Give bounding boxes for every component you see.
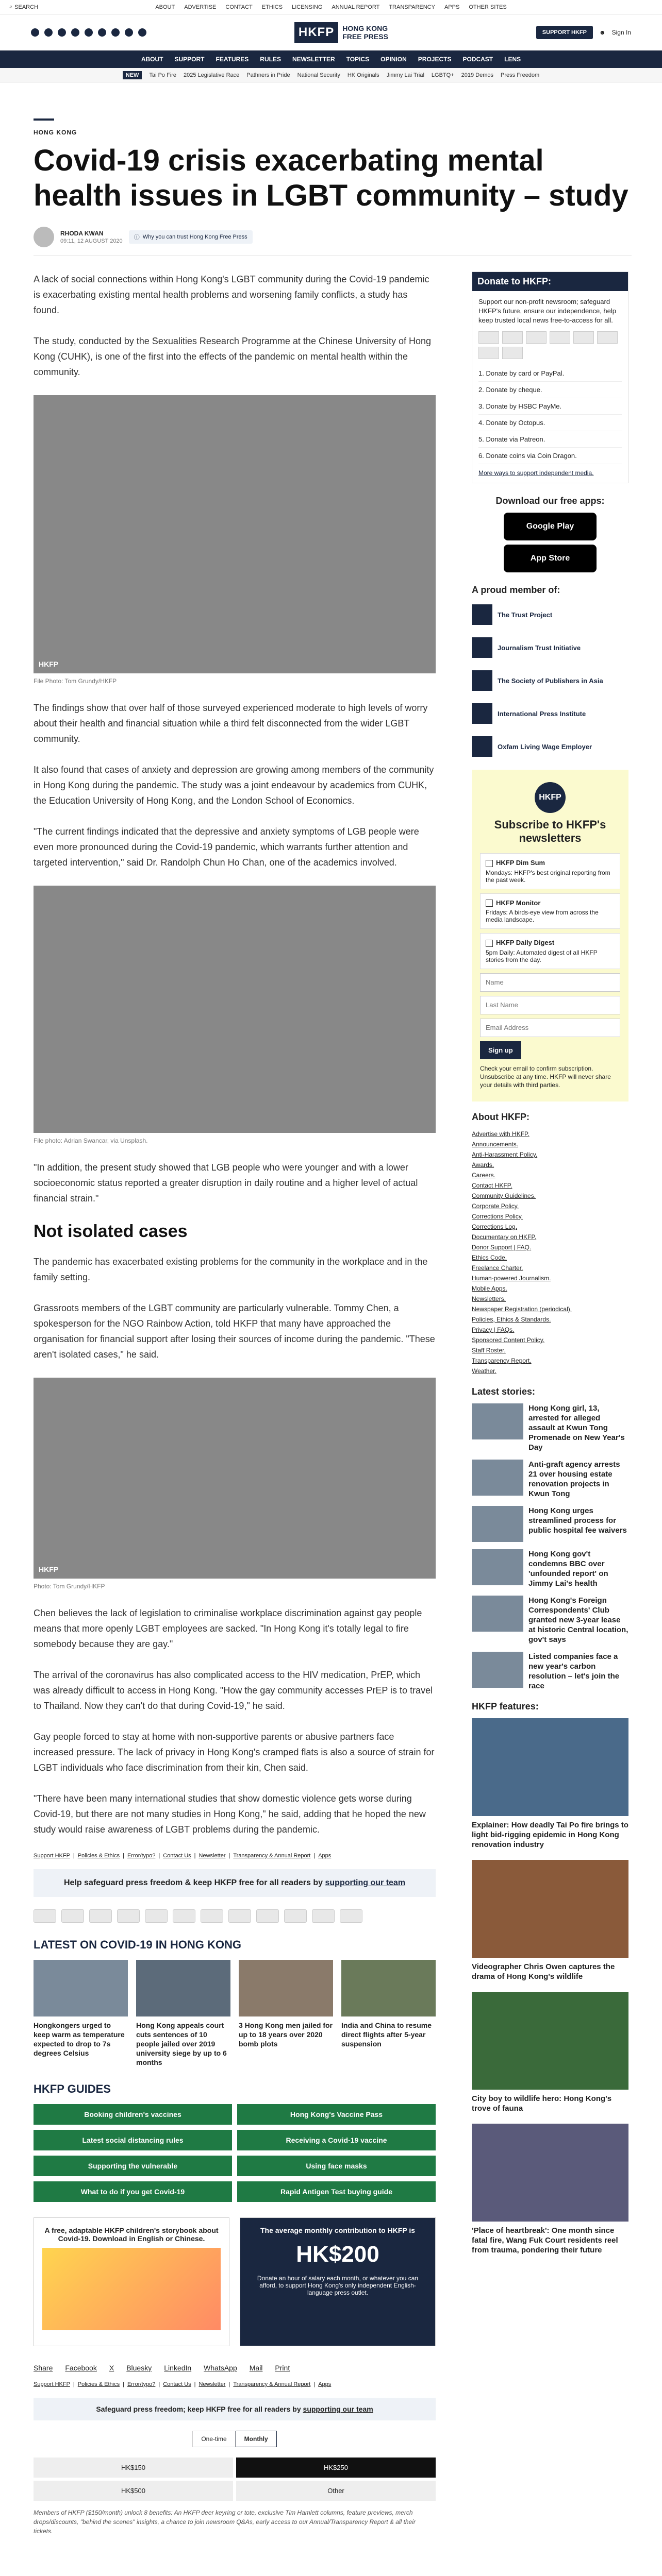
share-facebook[interactable]: Facebook [65,2364,97,2372]
google-pay-icon [312,1909,335,1923]
octopus-icon [597,331,618,344]
nav-topics[interactable]: TOPICS [346,56,370,63]
about-link[interactable]: Human-powered Journalism. [472,1274,551,1282]
search-icon: ⌕ [9,4,13,10]
more-ways-link[interactable]: More ways to support independent media. [478,469,594,477]
about-link[interactable]: Privacy | FAQs. [472,1326,515,1333]
about-link[interactable]: Advertise with HKFP. [472,1130,529,1138]
feature-image [472,1860,628,1958]
linkedin-icon[interactable] [111,28,120,37]
about-heading: About HKFP: [472,1111,529,1122]
support-banner-2: Safeguard press freedom; keep HKFP free for all readers by supporting our team [34,2398,436,2420]
donation-frequency-toggle [34,2431,436,2447]
author-avatar [34,227,54,247]
features-heading: HKFP features: [472,1701,539,1711]
paragraph: It also found that cases of anxiety and depression are growing among members of the community in Hong Kong during the pandemic. The study was a joint endeavour by academics from CUHK, the Education University of Hong Kong, and the London School of Economics. [34,765,434,806]
util-link-licensing[interactable]: LICENSING [292,4,323,10]
util-link-about[interactable]: ABOUT [155,4,175,10]
nav-projects[interactable]: PROJECTS [418,56,452,63]
newsletter-option[interactable]: HKFP Daily Digest 5pm Daily: Automated digest of all HKFP stories from the day. [480,933,620,969]
about-link[interactable]: Policies, Ethics & Standards. [472,1315,551,1323]
about-link[interactable]: Announcements. [472,1140,519,1148]
util-link-contact[interactable]: CONTACT [225,4,253,10]
trending-item[interactable]: Press Freedom [501,72,540,78]
patreon-icon [340,1909,362,1923]
latest-story[interactable]: Hong Kong gov't condemns BBC over 'unfounded report' on Jimmy Lai's health [472,1549,628,1588]
story-thumb [472,1403,523,1439]
newsletter-widget [472,770,628,1101]
one-time-tab[interactable]: One-time [192,2431,235,2447]
amount-option[interactable]: HK$250 [236,2458,436,2478]
donate-option[interactable]: 2. Donate by cheque. [478,382,622,398]
wechat-pay-icon [256,1909,279,1923]
mail-icon[interactable] [138,28,146,37]
brand-bar [0,14,662,50]
guides-grid [34,2104,436,2202]
sign-in-link[interactable]: Sign In [611,28,631,36]
alipay-icon [228,1909,251,1923]
sopa-icon [472,670,492,691]
newsletter-option[interactable]: HKFP Dim Sum Mondays: HKFP's best original reporting from the past week. [480,853,620,889]
about-link[interactable]: Newspaper Registration (periodical). [472,1305,572,1313]
fps-icon [201,1909,223,1923]
promo-row [34,2217,436,2346]
about-link[interactable]: Careers. [472,1171,496,1179]
share-label: Share [34,2364,53,2372]
about-link[interactable]: Transparency Report. [472,1357,532,1364]
tag-link[interactable]: Policies & Ethics [77,1853,120,1859]
image-credit: HKFP [39,660,59,668]
octopus-icon [173,1909,195,1923]
nav-opinion[interactable]: OPINION [380,56,407,63]
latest-story[interactable]: 3 Hong Kong men jailed for up to 18 years over 2020 bomb plots [239,1960,333,2067]
tag-link[interactable]: Apps [318,2381,332,2387]
member-heading: A proud member of: [472,585,560,595]
about-link[interactable]: Corrections Log. [472,1223,518,1230]
youtube-icon[interactable] [98,28,106,37]
new-badge: NEW [123,71,142,79]
about-link[interactable]: Corrections Policy. [472,1212,523,1220]
guide-button[interactable]: Latest social distancing rules [34,2130,232,2150]
sidebar [472,272,628,2536]
paypal-icon [117,1909,140,1923]
fps-icon [478,347,499,359]
guide-button[interactable]: Rapid Antigen Test buying guide [237,2181,436,2202]
paragraph: "In addition, the present study showed that LGB people who were younger and with a lower socioeconomic status reported a greater disruption in daily routine and a higher level of actual financial strain." [34,1162,418,1204]
storybook-image [42,2248,221,2330]
latest-story[interactable]: Hong Kong urges streamlined process for public hospital fee waivers [472,1506,628,1542]
newsletter-heading: Subscribe to HKFP's newsletters [494,818,606,844]
sign-up-button[interactable]: Sign up [480,1041,521,1059]
latest-story[interactable]: Hongkongers urged to keep warm as temperature expected to drop to 7s degrees Celsius [34,1960,128,2067]
patreon-icon [502,347,523,359]
story-thumb [341,1960,436,2016]
amount-option[interactable]: HK$150 [34,2458,233,2478]
latest-story[interactable]: Hong Kong girl, 13, arrested for alleged assault at Kwun Tong Promenade on New Year's Day [472,1403,628,1452]
trending-item[interactable]: Jimmy Lai Trial [386,72,424,78]
about-link[interactable]: Contact HKFP. [472,1181,512,1189]
tag-link[interactable]: Newsletter [198,2381,226,2387]
donate-option[interactable]: 3. Donate by HSBC PayMe. [478,398,622,415]
storybook-promo[interactable]: A free, adaptable HKFP children's storybook about Covid-19. Download in English or Chinese. [34,2217,229,2346]
apps-heading: Download our free apps: [495,496,605,506]
article-title: Covid-19 crisis exacerbating mental health issues in LGBT community – study [34,144,628,212]
support-link[interactable]: supporting our team [303,2405,373,2413]
newsletter-logo: HKFP [535,782,566,813]
paragraph: "There have been many international studies that show domestic violence gets worse during Covid-19, but there are not many studies in Hong Kong," he said, adding that he hoped the new study would raise awareness of LGBT problems during the pandemic. [34,1793,426,1835]
member-logo[interactable]: Oxfam Living Wage Employer [472,734,628,759]
guide-button[interactable]: Receiving a Covid-19 vaccine [237,2130,436,2150]
paragraph: The findings show that over half of those surveyed experienced moderate to high levels of worry about their health and financial situation while a third felt disconnected from the wider LGBT community. [34,703,428,744]
support-banner: Help safeguard press freedom & keep HKFP free for all readers by supporting our team [34,1869,436,1897]
threads-icon[interactable] [71,28,79,37]
article-date: 09:11, 12 AUGUST 2020 [60,238,123,244]
about-link[interactable]: Corporate Policy. [472,1202,519,1210]
header-rule [34,118,54,121]
story-thumb [472,1596,523,1632]
util-link-ethics[interactable]: ETHICS [261,4,283,10]
story-thumb [239,1960,333,2016]
instagram-icon[interactable] [58,28,66,37]
donation-amounts [34,2458,436,2501]
first-name-input[interactable] [480,973,620,992]
nav-lens[interactable]: LENS [504,56,521,63]
feature-image [472,1718,628,1816]
payment-methods [34,1909,436,1923]
footer-links: Support HKFP | Policies & Ethics | Error/typo? | Contact Us | Newsletter | Transparency & Annual Report | Apps [34,1853,332,1859]
image-credit: HKFP [39,1565,59,1573]
tag-link[interactable]: Transparency & Annual Report [233,2381,311,2387]
story-thumb [34,1960,128,2016]
article-image[interactable] [34,1378,436,1579]
google-play-badge[interactable]: Google Play [504,513,597,540]
paragraph: Chen believes the lack of legislation to criminalise workplace discrimination against gay people means that more openly LGBT employees are sacked. "In Hong Kong it's totally legal to fire somebody because they are gay." [34,1608,422,1649]
story-thumb [472,1460,523,1496]
amex-icon [89,1909,112,1923]
latest-covid-list [34,1960,436,2067]
social-links [31,28,146,37]
story-thumb [472,1506,523,1542]
tag-link[interactable]: Contact Us [163,2381,191,2387]
newsletter-option[interactable]: HKFP Monitor Fridays: A birds-eye view from across the media landscape. [480,893,620,929]
paypal-icon [550,331,570,344]
oxfam-icon [472,736,492,757]
monthly-tab[interactable]: Monthly [236,2431,277,2447]
story-thumb [472,1549,523,1585]
latest-stories-heading: Latest stories: [472,1386,536,1397]
feature-image [472,2124,628,2222]
donate-text[interactable]: Support our non-profit newsroom; safeguard HKFP's future, ensure our independence, help keep trusted local news free-to-access for all. [478,298,616,324]
share-bar [34,2364,436,2372]
tag-link[interactable]: Error/typo? [127,1853,156,1859]
util-link-transparency[interactable]: TRANSPARENCY [389,4,435,10]
paragraph: The pandemic has exacerbated existing problems for the community in the workplace and in the family setting. [34,1257,428,1282]
tag-link[interactable]: Apps [318,1853,332,1859]
newsletter-note: Check your email to confirm subscription. Unsubscribe at any time. HKFP will never share your details with third parties. [480,1064,611,1089]
section-heading: Not isolated cases [34,1222,188,1241]
jti-icon [472,637,492,658]
checkbox[interactable] [486,940,493,947]
trending-item[interactable]: National Security [297,72,340,78]
share-x[interactable]: X [109,2364,114,2372]
author-name[interactable]: RHODA KWAN [60,230,104,237]
article-body [34,272,436,2536]
checkbox[interactable] [486,900,493,907]
footer-links: Support HKFP | Policies & Ethics | Error/typo? | Contact Us | Newsletter | Transparency & Annual Report | Apps [34,2381,332,2387]
trending-bar [0,68,662,82]
about-link[interactable]: Ethics Code. [472,1253,507,1261]
telegram-icon[interactable] [125,28,133,37]
support-link[interactable]: supporting our team [325,1878,406,1887]
latest-stories-widget [472,1386,628,1691]
nav-about[interactable]: ABOUT [141,56,163,63]
visa-icon [34,1909,56,1923]
about-link[interactable]: Sponsored Content Policy. [472,1336,545,1344]
trending-item[interactable]: LGBTQ+ [431,72,454,78]
mastercard-icon [502,331,523,344]
latest-story[interactable]: Hong Kong appeals court cuts sentences of 10 people jailed over 2019 university siege by up to 6 months [136,1960,230,2067]
share-print[interactable]: Print [275,2364,290,2372]
figure [34,1378,436,1590]
trending-item[interactable]: 2019 Demos [461,72,494,78]
donation-promo[interactable]: The average monthly contribution to HKFP is HK$200 Donate an hour of salary each month, or whatever you can afford, to support Hong Kong's only independent English-language press outlet. [240,2217,436,2346]
hkfp-logo[interactable]: HKFP HONG KONG FREE PRESS [294,22,388,43]
about-link[interactable]: Community Guidelines. [472,1192,536,1199]
donate-widget [472,272,628,483]
paragraph: A lack of social connections within Hong Kong's LGBT community during the Covid-19 pandemic is exacerbating existing mental health problems and worsening family conflicts, a study has found. [34,274,429,315]
tag-link[interactable]: Support HKFP [34,2381,70,2387]
nav-features[interactable]: FEATURES [216,56,249,63]
user-icon[interactable]: ☻ [599,28,606,36]
article-image[interactable] [34,395,436,673]
latest-story[interactable]: Hong Kong's Foreign Correspondents' Club granted new 3-year lease at historic Central location, gov't says [472,1596,628,1645]
donate-payment-icons [472,331,628,365]
logo-line-1: HONG KONG [342,24,388,32]
membership-benefits: Members of HKFP ($150/month) unlock 8 benefits: An HKFP deer keyring or tote, exclusive Tim Hamlett columns, feature previews, merch drops/discounts, "behind the scenes" insights, a chance to join newsroom Q&As, early access to our Annual/Transparency Report & all their tickets. [34,2509,416,2535]
paragraph: The arrival of the coronavirus has also complicated access to the HIV medication, PrEP, which was already difficult to access in Hong Kong. "How the gay community accesses PrEP is to travel to Thailand. Now they can't do that during Covid-19," he said. [34,1670,433,1711]
figure [34,395,436,685]
amex-icon [526,331,547,344]
util-link-other-sites[interactable]: OTHER SITES [469,4,507,10]
tag-link[interactable]: Transparency & Annual Report [233,1853,311,1859]
amount-option[interactable]: HK$500 [34,2481,233,2501]
about-widget [472,1112,628,1376]
feature-card[interactable]: Videographer Chris Owen captures the drama of Hong Kong's wildlife [472,1860,628,1981]
about-link[interactable]: Donor Support | FAQ. [472,1243,532,1251]
payme-icon [145,1909,168,1923]
about-link[interactable]: Newsletters. [472,1295,506,1302]
features-widget [472,1701,628,2255]
byline [34,227,632,256]
trust-link[interactable]: ⓘ Why you can trust Hong Kong Free Press [129,230,253,244]
tag-link[interactable]: Contact Us [163,1853,191,1859]
paragraph: Gay people forced to stay at home with non-supportive parents or abusive partners face increased pressure. The lack of privacy in Hong Kong's cramped flats is also a source of strain for LGBT individuals who face discrimination from their kin, Chen said. [34,1732,435,1773]
about-link[interactable]: Mobile Apps. [472,1284,507,1292]
util-link-advertise[interactable]: ADVERTISE [184,4,217,10]
email-input[interactable] [480,1019,620,1037]
utility-bar [0,0,662,14]
story-thumb [136,1960,230,2016]
ipi-icon [472,703,492,724]
image-caption: File Photo: Tom Grundy/HKFP [34,677,117,685]
apps-widget [472,496,628,572]
article-category[interactable]: HONG KONG [34,129,77,136]
nav-support[interactable]: SUPPORT [174,56,205,63]
app-store-badge[interactable]: App Store [504,545,597,572]
guide-button[interactable]: What to do if you get Covid-19 [34,2181,232,2202]
trending-item[interactable]: HK Originals [347,72,379,78]
donate-option[interactable]: 5. Donate via Patreon. [478,431,622,448]
member-widget [472,585,628,759]
donate-option[interactable]: 4. Donate by Octopus. [478,415,622,431]
main-nav [0,50,662,68]
util-link-annual-report[interactable]: ANNUAL REPORT [332,4,380,10]
donate-option[interactable]: 6. Donate coins via Coin Dragon. [478,448,622,464]
paragraph: The study, conducted by the Sexualities Research Programme at the Chinese University of Hong Kong (CUHK), is one of the first into the effects of the pandemic on mental health within the community. [34,336,432,377]
average-amount: HK$200 [296,2242,379,2267]
x-icon[interactable] [44,28,53,37]
checkbox[interactable] [486,860,493,867]
image-caption: Photo: Tom Grundy/HKFP [34,1583,105,1590]
member-logo[interactable]: The Trust Project [472,602,628,628]
about-link[interactable]: Staff Roster. [472,1346,506,1354]
util-link-apps[interactable]: APPS [444,4,460,10]
share-bluesky[interactable]: Bluesky [126,2364,152,2372]
trending-item[interactable]: 2025 Legislative Race [184,72,240,78]
share-linkedin[interactable]: LinkedIn [164,2364,192,2372]
paragraph: Grassroots members of the LGBT community are particularly vulnerable. Tommy Chen, a spokesperson for the NGO Rainbow Action, told HKFP that many have approached the organisation for financial support after losing their sources of income during the pandemic. "These aren't isolated cases," he said. [34,1303,435,1360]
guides-heading: HKFP GUIDES [34,2082,111,2095]
tag-link[interactable]: Error/typo? [127,2381,156,2387]
donate-heading: Donate to HKFP: [472,272,628,291]
nav-newsletter[interactable]: NEWSLETTER [292,56,335,63]
tag-link[interactable]: Support HKFP [34,1853,70,1859]
mastercard-icon [61,1909,84,1923]
logo-line-2: FREE PRESS [342,32,388,41]
member-logo[interactable]: The Society of Publishers in Asia [472,668,628,693]
share-whatsapp[interactable]: WhatsApp [204,2364,237,2372]
about-link[interactable]: Anti-Harassment Policy. [472,1150,538,1158]
share-mail[interactable]: Mail [249,2364,263,2372]
last-name-input[interactable] [480,996,620,1014]
feature-card[interactable]: City boy to wildlife hero: Hong Kong's trove of fauna [472,1992,628,2113]
member-logo[interactable]: Journalism Trust Initiative [472,635,628,660]
image-caption: File photo: Adrian Swancar, via Unsplash. [34,1137,148,1144]
latest-story[interactable]: Listed companies face a new year's carbon resolution – let's join the race [472,1652,628,1691]
article-image[interactable] [34,886,436,1133]
member-logo[interactable]: International Press Institute [472,701,628,726]
paragraph: "The current findings indicated that the depressive and anxiety symptoms of LGB people were even more pronounced during the Covid-19 pandemic, which warrants further attention and targeted intervention," said Dr. Randolph Chun Ho Chan, one of the academics involved. [34,826,419,868]
guide-button[interactable]: Using face masks [237,2156,436,2176]
nav-podcast[interactable]: PODCAST [462,56,493,63]
trending-item[interactable]: Pathners in Pride [246,72,290,78]
feature-card[interactable]: 'Place of heartbreak': One month since fatal fire, Wang Fuk Court residents reel from trauma, pondering their future [472,2124,628,2255]
payme-icon [573,331,594,344]
nav-rules[interactable]: RULES [260,56,281,63]
donate-option[interactable]: 1. Donate by card or PayPal. [478,365,622,382]
about-link[interactable]: Freelance Charter. [472,1264,523,1272]
feature-card[interactable]: Explainer: How deadly Tai Po fire brings to light bid-rigging epidemic in Hong Kong renovation industry [472,1718,628,1850]
guide-button[interactable]: Booking children's vaccines [34,2104,232,2125]
search-button[interactable]: ⌕ SEARCH [9,4,39,10]
guide-button[interactable]: Supporting the vulnerable [34,2156,232,2176]
bluesky-icon[interactable] [85,28,93,37]
amount-option[interactable]: Other [236,2481,436,2501]
apple-pay-icon [284,1909,307,1923]
about-link[interactable]: Weather. [472,1367,496,1375]
info-icon: ⓘ [134,234,140,241]
latest-story[interactable]: Anti-graft agency arrests 21 over housing estate renovation projects in Kwun Tong [472,1460,628,1499]
figure [34,886,436,1144]
trending-item[interactable]: Tai Po Fire [149,72,177,78]
guide-button[interactable]: Hong Kong's Vaccine Pass [237,2104,436,2125]
latest-covid-heading: LATEST ON COVID-19 IN HONG KONG [34,1938,241,1951]
about-link[interactable]: Documentary on HKFP. [472,1233,537,1241]
support-hkfp-button[interactable]: SUPPORT HKFP [536,26,593,39]
story-thumb [472,1652,523,1688]
latest-story[interactable]: India and China to resume direct flights after 5-year suspension [341,1960,436,2067]
tag-link[interactable]: Policies & Ethics [77,2381,120,2387]
feature-image [472,1992,628,2090]
tag-link[interactable]: Newsletter [198,1853,226,1859]
visa-icon [478,331,499,344]
facebook-icon[interactable] [31,28,39,37]
about-link[interactable]: Awards. [472,1161,494,1168]
trust-project-icon [472,604,492,625]
